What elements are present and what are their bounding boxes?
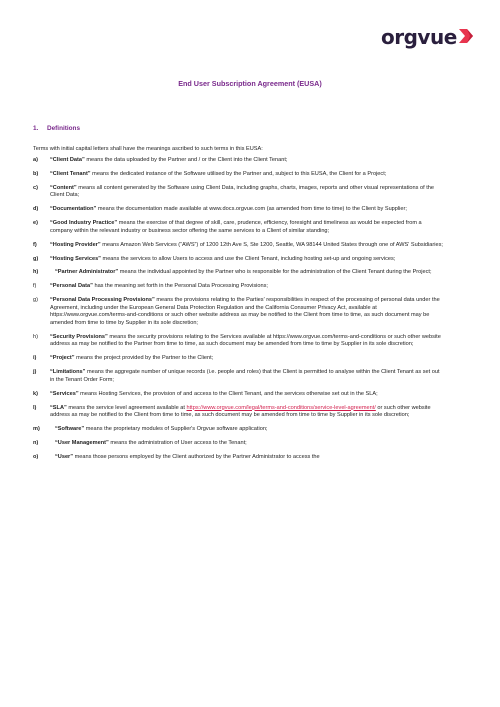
definition-text: means the exercise of that degree of skill, care, prudence, efficiency, foresight and timeliness as would be expected from a company within the relevant industry or business sector offering the same services to a Client of similar standing; <box>50 220 422 234</box>
definition-label: i) <box>33 355 37 362</box>
definition-item <box>33 269 443 277</box>
definition-term: “User” <box>55 453 74 460</box>
definition-term: “Services” <box>50 390 79 397</box>
definition-item <box>33 297 443 327</box>
definition-term: “Personal Data Processing Provisions” <box>50 297 155 304</box>
definition-text: means Hosting Services, the provision of and access to the Client Tenant, and the services otherwise set out in the SLA; <box>78 390 378 397</box>
definition-term: “Client Tenant” <box>50 170 91 177</box>
definition-body <box>50 297 443 327</box>
definition-term: “Hosting Provider” <box>50 241 101 248</box>
definition-term: “Software” <box>55 426 85 433</box>
definition-text: means those persons employed by the Client authorized by the Partner Administrator to access the <box>73 453 320 460</box>
definition-item <box>33 256 443 264</box>
definition-label: h) <box>33 333 38 340</box>
definition-body <box>50 185 443 200</box>
definition-item <box>33 426 443 434</box>
definition-label: n) <box>33 440 39 446</box>
definition-term: “SLA” <box>50 404 67 411</box>
definition-text: means the project provided by the Partner to the Client; <box>74 355 214 362</box>
definition-term: “Client Data” <box>50 157 85 163</box>
definition-text: means the service level agreement available at <box>66 404 187 411</box>
definition-label: g) <box>33 297 38 304</box>
definition-term: “Partner Administrator” <box>55 269 119 276</box>
definition-text: means the individual appointed by the Partner who is responsible for the administration of the Client Tenant during the Project; <box>118 269 432 276</box>
orgvue-logo <box>381 27 474 47</box>
definition-text: means the proprietary modules of Supplier's Orgvue software application; <box>84 426 268 433</box>
definition-label: a) <box>33 157 38 163</box>
definition-term: “Limitations” <box>50 369 86 376</box>
definition-label: f) <box>33 241 37 248</box>
intro-paragraph: Terms with initial capital letters shall have the meanings ascribed to such terms in this EUSA: <box>33 146 263 152</box>
definition-text: means Amazon Web Services (“AWS”) of 1200 12th Ave S, Ste 1200, Seattle, WA 98144 United States through one of AWS' Subsidiaries; <box>100 241 443 248</box>
definition-label: d) <box>33 206 39 213</box>
definition-item <box>33 185 443 200</box>
definition-item <box>33 454 443 462</box>
definition-text-continued: or such other website address as may be notified to the Client from time to time, as such document may be amended from time to time by Supplier in its sole discretion; <box>50 404 431 419</box>
definition-term: “Hosting Services” <box>50 255 101 262</box>
section-heading <box>33 125 80 132</box>
definition-label: m) <box>33 426 40 433</box>
document-title: End User Subscription Agreement (EUSA) <box>178 79 322 88</box>
definition-body <box>55 269 443 277</box>
definition-label: l) <box>33 404 37 411</box>
definition-item <box>33 355 443 363</box>
definition-text: means all content generated by the Software using Client Data, including graphs, charts, images, reports and other visual representations of the Client Data; <box>50 184 435 199</box>
definition-text: has the meaning set forth in the Personal Data Processing Provisions; <box>92 283 268 290</box>
definition-label: c) <box>33 184 38 191</box>
definition-term: “Documentation” <box>50 206 97 213</box>
definition-item <box>33 157 443 165</box>
definition-label: b) <box>33 170 39 177</box>
logo-wordmark: orgvue <box>381 25 457 49</box>
definition-text: means the provisions relating to the Parties' responsibilities in respect of the processing of personal data under the Agreement, including under the European General Data Protection Regulation and the California Consumer Privacy Act, available at https://www.orgvue.com/terms-and-conditions or such other website address as may be notified to the Client from time to time, as such document may be amended from time to time by Supplier in its sole discretion; <box>50 297 440 326</box>
definition-item <box>33 334 443 349</box>
definition-text: means the aggregate number of unique records (i.e. people and roles) that the Client is permitted to analyse within the Client Tenant as set out in the Tenant Order Form; <box>50 369 440 383</box>
definition-text: means the administration of User access to the Tenant; <box>108 440 247 446</box>
definition-text: means the data uploaded by the Partner and / or the Client into the Client Tenant; <box>84 157 288 163</box>
definition-label: h) <box>33 269 39 276</box>
definition-item <box>33 242 443 250</box>
definition-term: “User Management” <box>55 440 109 446</box>
definition-item <box>33 206 443 214</box>
definition-item <box>33 391 443 399</box>
definition-text: means the security provisions relating to the Services available at https://www.orgvue.com/terms-and-conditions or such other website address as may be notified to the Partner from time to time, as such document may be amended from time to time by Supplier in its sole discretion; <box>50 333 441 348</box>
definition-body <box>50 283 443 291</box>
definition-text: means the services to allow Users to access and use the Client Tenant, including hosting set-up and ongoing services; <box>100 255 396 262</box>
definition-term: “Security Provisions” <box>50 333 108 340</box>
definition-body <box>55 426 443 434</box>
definition-label: o) <box>33 453 39 460</box>
definition-body <box>55 440 443 448</box>
definition-body <box>50 391 443 399</box>
definition-body <box>50 171 443 179</box>
definition-label: k) <box>33 390 38 397</box>
definition-term: “Personal Data” <box>50 283 93 290</box>
definition-item <box>33 369 443 384</box>
sla-link[interactable]: https://www.orgvue.com/legal/terms-and-conditions/service-level-agreement/ <box>186 404 376 411</box>
definition-body <box>55 454 443 462</box>
definition-label: j) <box>33 369 37 376</box>
definitions-list <box>33 157 443 468</box>
definition-label: g) <box>33 255 39 262</box>
definition-label: f) <box>33 283 37 290</box>
logo-chevron-icon <box>458 28 474 44</box>
definition-term: “Content” <box>50 184 77 191</box>
definition-text: means the dedicated instance of the Software utilised by the Partner and, subject to this EUSA, the Client for a Project; <box>90 170 387 177</box>
definition-body <box>50 220 443 235</box>
definition-term: “Project” <box>50 355 75 362</box>
definition-body <box>50 405 443 420</box>
definition-item <box>33 171 443 179</box>
definition-body <box>50 242 443 250</box>
definition-item <box>33 220 443 235</box>
definition-body <box>50 157 443 165</box>
definition-item <box>33 440 443 448</box>
definition-body <box>50 369 443 384</box>
section-title: Definitions <box>47 125 81 132</box>
definition-item <box>33 283 443 291</box>
definition-item <box>33 405 443 420</box>
definition-text: means the documentation made available at www.docs.orgvue.com (as amended from time to time) to the Client by Supplier; <box>96 206 407 213</box>
definition-body <box>50 355 443 363</box>
definition-label: e) <box>33 220 38 227</box>
section-number: 1. <box>33 125 39 132</box>
definition-body <box>50 206 443 214</box>
definition-body <box>50 334 443 349</box>
definition-body <box>50 256 443 264</box>
definition-term: “Good Industry Practice” <box>50 220 118 227</box>
